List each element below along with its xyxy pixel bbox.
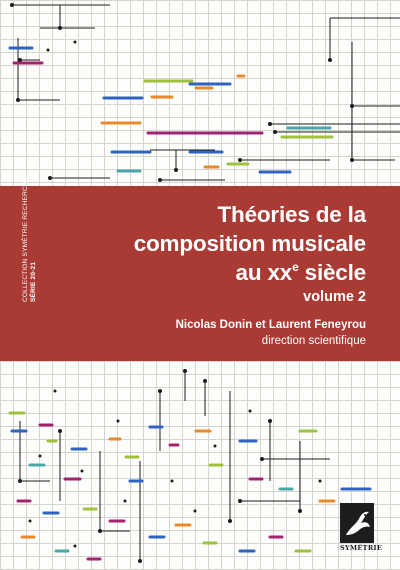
title-line-1: Théories de la [217,202,366,227]
book-title [134,200,366,287]
publisher-mark [340,503,383,552]
griffin-emblem-icon [340,503,374,543]
series-name: SÉRIE 20-21 [30,261,37,302]
title-line-3-pre: au xx [235,260,293,285]
publisher-name: SYMÉTRIE [340,544,383,552]
collection-label [22,177,38,302]
collection-name: COLLECTION SYMÉTRIE RECHERCHE [22,176,29,302]
graphic-score-top [0,0,400,186]
title-line-2: composition musicale [133,231,366,256]
editorial-direction: direction scientifique [261,335,366,347]
title-line-3-post: siècle [298,260,366,285]
title-band [0,186,400,361]
authors: Nicolas Donin et Laurent Feneyrou [175,319,366,331]
title-century-superscript: e [292,260,299,274]
volume-label: volume 2 [303,289,366,305]
score-grid-top [0,0,400,186]
